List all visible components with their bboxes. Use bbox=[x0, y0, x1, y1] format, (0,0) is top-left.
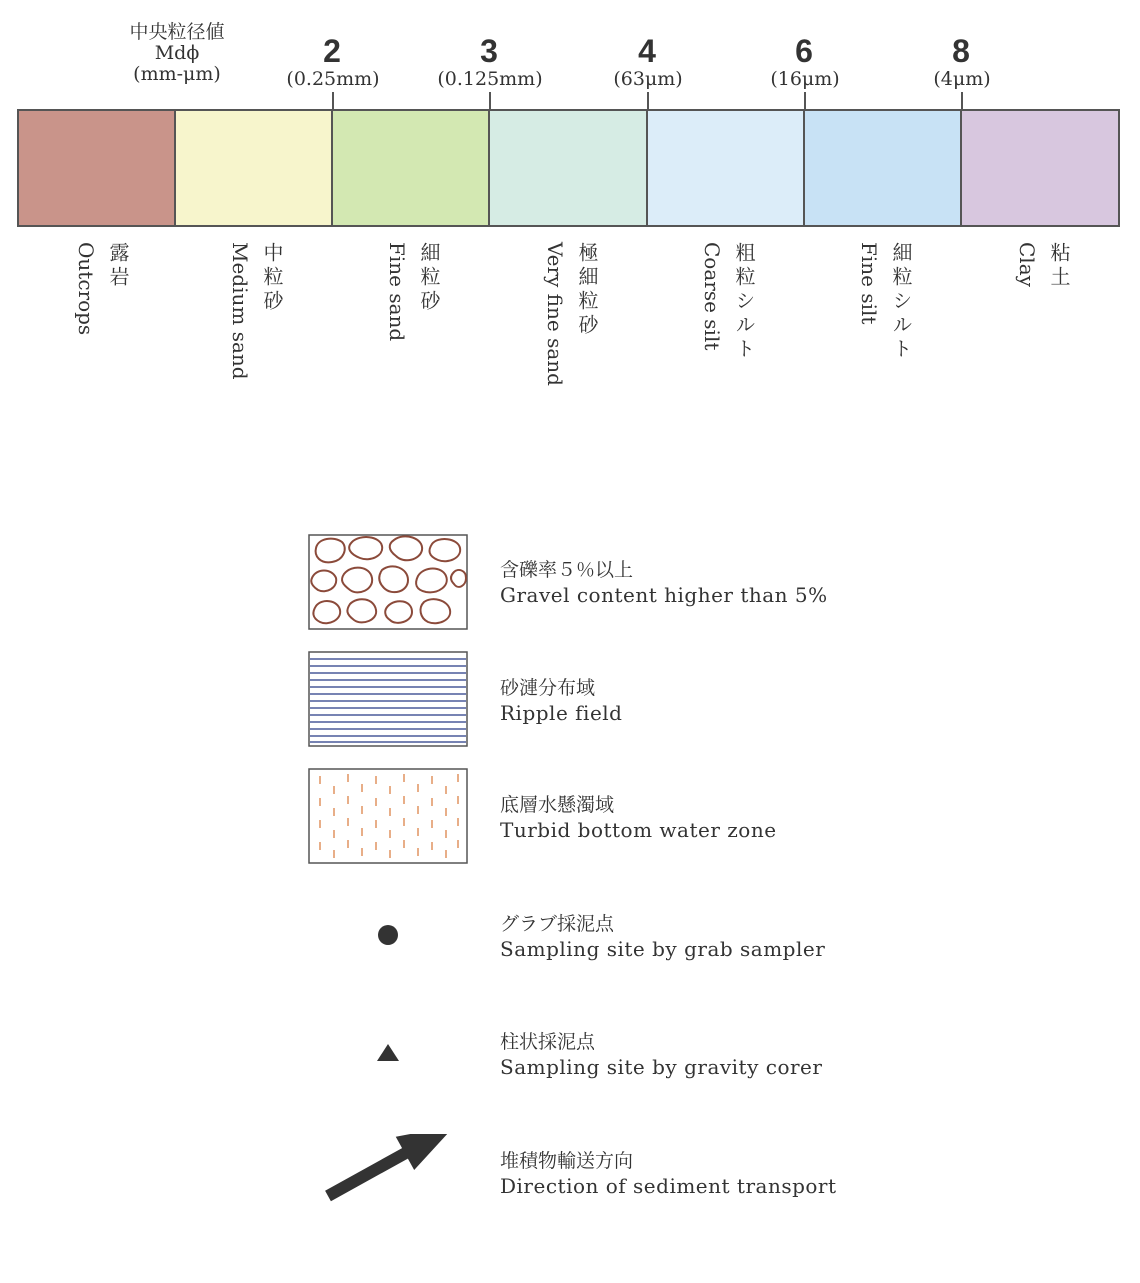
triangle-marker-icon bbox=[308, 1030, 468, 1080]
swatch-fine-silt bbox=[805, 109, 962, 227]
tick-size-8: (4μm) bbox=[933, 68, 991, 90]
legend-label-en: Sampling site by grab sampler bbox=[500, 937, 826, 961]
tick-size-4: (63μm) bbox=[613, 68, 683, 90]
legend-label-en: Gravel content higher than 5% bbox=[500, 583, 828, 607]
legend-label-ja: 含礫率５％以上 bbox=[500, 559, 634, 581]
tick-phi-8: 8 bbox=[952, 33, 970, 69]
legend-text-sediment-transport bbox=[500, 1149, 1100, 1199]
class-label-clay bbox=[1015, 242, 1074, 290]
ripple-pattern-icon bbox=[308, 651, 468, 747]
class-en: Very fine sand bbox=[543, 242, 567, 386]
legend-label-ja: 柱状採泥点 bbox=[500, 1031, 596, 1053]
tick-mark-4 bbox=[647, 92, 649, 110]
class-ja: 細粒砂 bbox=[417, 242, 441, 314]
swatch-outcrops bbox=[17, 109, 176, 227]
swatch-fine-sand bbox=[333, 109, 490, 227]
scale-header-symbol: Mdϕ bbox=[154, 42, 200, 64]
legend-label-ja: グラブ採泥点 bbox=[500, 913, 615, 935]
legend-text-grab-sampler bbox=[500, 912, 1100, 962]
legend-text-gravity-corer bbox=[500, 1030, 1100, 1080]
class-ja: 露岩 bbox=[106, 242, 130, 290]
gravel-pattern-icon bbox=[308, 534, 468, 630]
legend-text-turbid bbox=[500, 793, 1100, 843]
tick-size-3: (0.125mm) bbox=[437, 68, 543, 90]
class-ja: 粘土 bbox=[1047, 242, 1071, 290]
class-label-fine-sand bbox=[385, 242, 444, 341]
tick-size-2: (0.25mm) bbox=[286, 68, 380, 90]
class-ja: 極細粒砂 bbox=[575, 242, 599, 338]
class-label-very-fine-sand bbox=[543, 242, 602, 386]
swatch-medium-sand bbox=[176, 109, 333, 227]
class-en: Outcrops bbox=[74, 242, 98, 336]
class-en: Coarse silt bbox=[700, 242, 724, 351]
legend-label-ja: 砂漣分布域 bbox=[500, 677, 596, 699]
legend-label-en: Sampling site by gravity corer bbox=[500, 1055, 823, 1079]
class-en: Medium sand bbox=[228, 242, 252, 380]
swatch-clay bbox=[962, 109, 1120, 227]
legend-label-en: Ripple field bbox=[500, 701, 623, 725]
tick-phi-3: 3 bbox=[480, 33, 498, 69]
swatch-coarse-silt bbox=[648, 109, 805, 227]
class-en: Fine sand bbox=[385, 242, 409, 342]
class-en: Clay bbox=[1015, 242, 1039, 287]
tick-phi-2: 2 bbox=[323, 33, 341, 69]
tick-mark-8 bbox=[961, 92, 963, 110]
scale-header bbox=[102, 22, 252, 85]
legend-text-ripple bbox=[500, 676, 1100, 726]
legend-text-gravel bbox=[500, 558, 1100, 608]
class-ja: 中粒砂 bbox=[260, 242, 284, 314]
legend-label-en: Turbid bottom water zone bbox=[500, 818, 777, 842]
legend-label-ja: 底層水懸濁域 bbox=[500, 794, 615, 816]
tick-mark-3 bbox=[489, 92, 491, 110]
turbid-pattern-icon bbox=[308, 768, 468, 864]
tick-size-6: (16μm) bbox=[770, 68, 840, 90]
class-ja: 粗粒シルト bbox=[732, 242, 756, 362]
class-label-coarse-silt bbox=[700, 242, 759, 362]
class-en: Fine silt bbox=[857, 242, 881, 325]
scale-header-unit: (mm-μm) bbox=[133, 63, 221, 85]
legend-label-en: Direction of sediment transport bbox=[500, 1174, 837, 1198]
class-label-fine-silt bbox=[857, 242, 916, 362]
class-label-medium-sand bbox=[228, 242, 287, 380]
legend-label-ja: 堆積物輸送方向 bbox=[500, 1150, 634, 1172]
circle-marker-icon bbox=[308, 910, 468, 960]
arrow-marker-icon bbox=[308, 1134, 468, 1204]
scale-header-ja: 中央粒径値 bbox=[129, 21, 225, 43]
swatch-very-fine-sand bbox=[490, 109, 648, 227]
tick-phi-6: 6 bbox=[795, 33, 813, 69]
tick-mark-6 bbox=[804, 92, 806, 110]
class-ja: 細粒シルト bbox=[889, 242, 913, 362]
class-label-outcrops bbox=[74, 242, 133, 335]
tick-phi-4: 4 bbox=[638, 33, 656, 69]
tick-mark-2 bbox=[332, 92, 334, 110]
